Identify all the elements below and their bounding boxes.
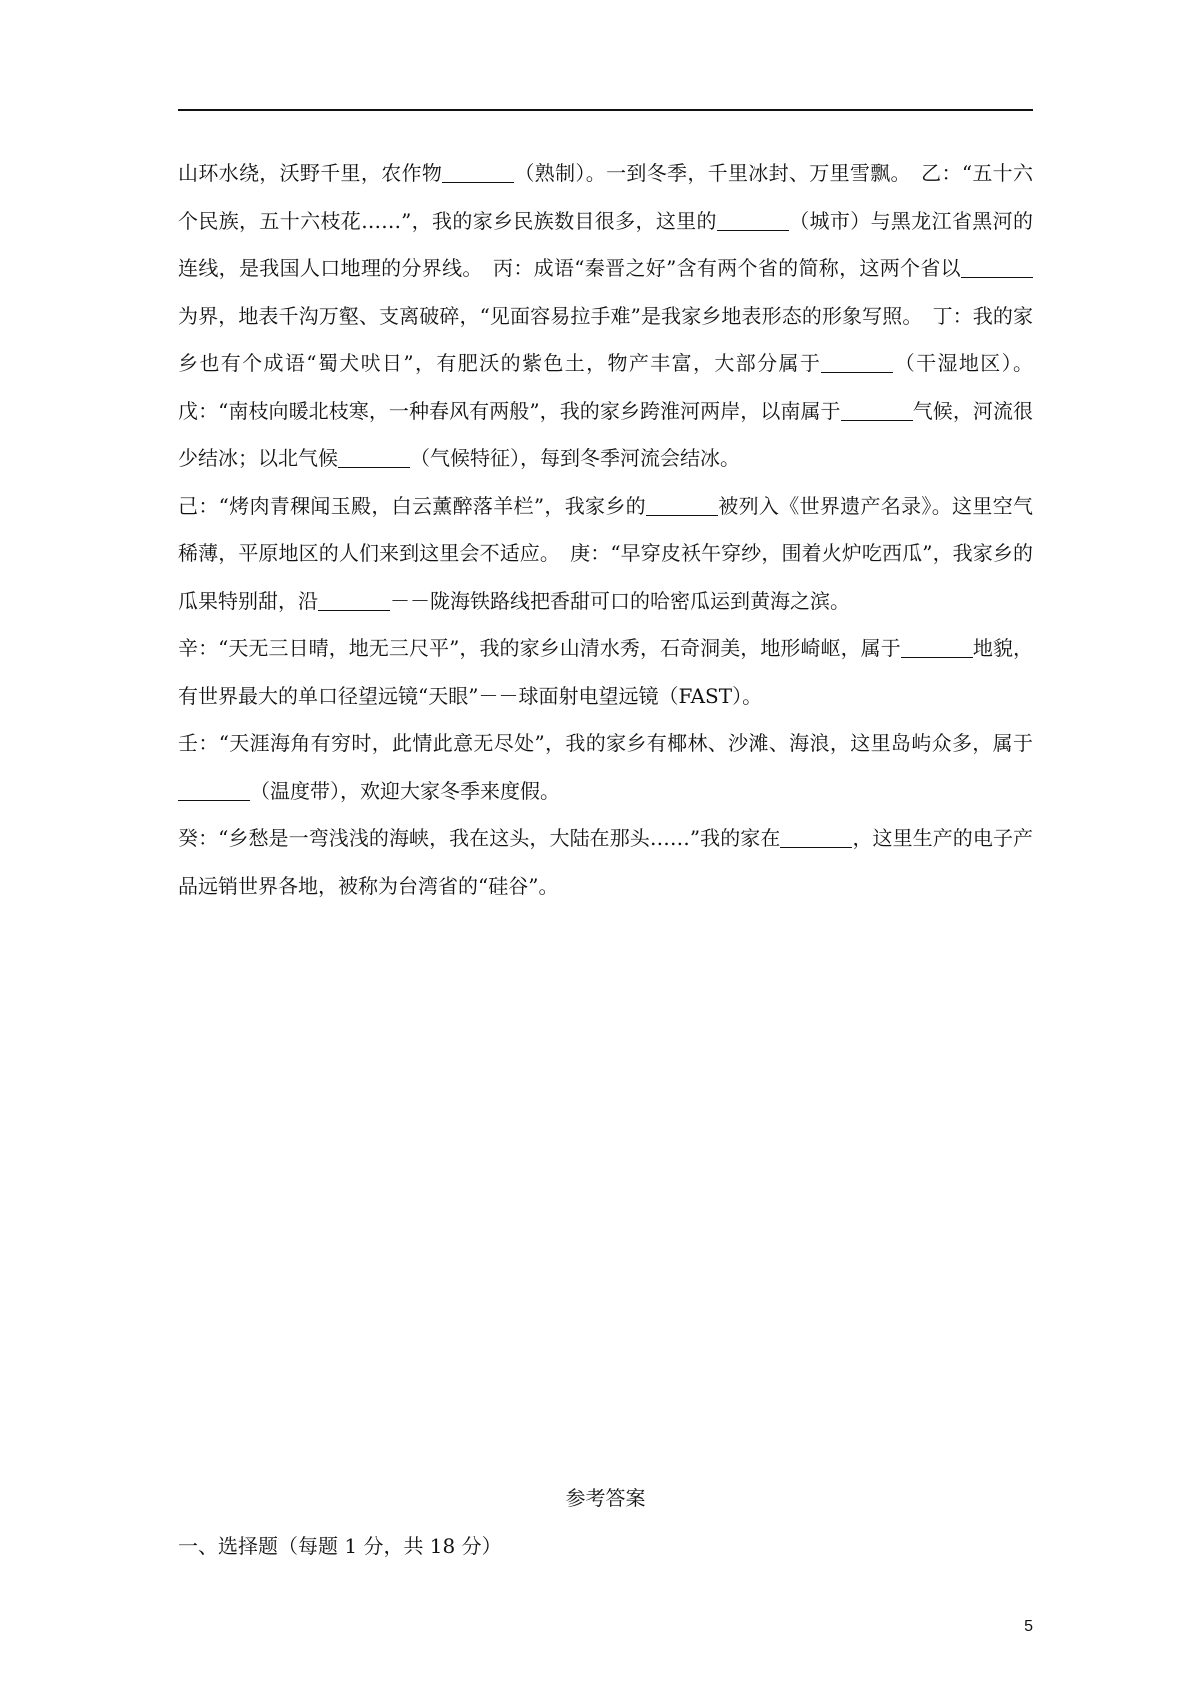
text-segment: （城市）与黑龙江省黑河的连线，是我国人口地理的分界线。 丙：成语“秦晋之好”含有两个省的简称，这两个省以: [178, 208, 1033, 280]
text-segment: （干湿地区）。 戊：“南枝向暖北枝寒，一种春风有两般”，我的家乡跨淮河两岸，以南属于: [178, 351, 1034, 423]
text-segment: 己：“烤肉青稞闻玉殿，白云薰醉落羊栏”，我家乡的: [178, 493, 646, 518]
text-segment: －－陇海铁路线把香甜可口的哈密瓜运到黄海之滨。: [390, 588, 850, 613]
header-rule: [178, 109, 1033, 111]
page-number: 5: [1024, 1618, 1033, 1635]
paragraph-gui: [178, 815, 1033, 910]
answer-blank: [338, 447, 410, 468]
answer-blank: [717, 210, 789, 231]
paragraph-ren: [178, 720, 1033, 815]
text-segment: 地貌，有世界最大的单口径望远镜“天眼”－－球面射电望远镜（FAST）。: [178, 636, 1034, 708]
answer-blank: [442, 162, 514, 183]
text-segment: 为界，地表千沟万壑、支离破碎，“见面容易拉手难”是我家乡地表形态的形象写照。 丁：我的家乡也有个成语“蜀犬吠日”，有肥沃的紫色土，物产丰富，大部分属于: [178, 303, 1033, 375]
section-heading: 一、选择题（每题 1 分，共 18 分）: [178, 1534, 502, 1558]
text-segment: 气候，河流很少结冰；以北气候: [178, 398, 1034, 470]
text-segment: 山环水绕，沃野千里，农作物: [178, 161, 443, 185]
answer-blank: [178, 780, 250, 801]
paragraph-ji-geng: [178, 483, 1033, 626]
answer-blank: [961, 257, 1033, 278]
answer-title: 参考答案: [565, 1486, 646, 1510]
answer-blank: [901, 637, 973, 658]
answer-blank: [821, 352, 893, 373]
text-segment: 壬：“天涯海角有穷时，此情此意无尽处”，我的家乡有椰林、沙滩、海浪，这里岛屿众多，属于: [178, 731, 1033, 755]
text-segment: 辛：“天无三日晴，地无三尺平”，我的家乡山清水秀，石奇洞美，地形崎岖，属于: [178, 636, 901, 660]
text-segment: 被列入《世界遗产名录》。这里空气稀薄，平原地区的人们来到这里会不适应。 庚：“早穿皮袄午穿纱，围着火炉吃西瓜”，我家乡的瓜果特别甜，沿: [178, 493, 1034, 613]
answer-blank: [646, 495, 718, 516]
text-segment: ，这里生产的电子产品远销世界各地，被称为台湾省的“硅谷”。: [178, 826, 1034, 898]
text-segment: （熟制）。一到冬季，千里冰封、万里雪飘。 乙：“五十六个民族，五十六枝花……”，我的家乡民族数目很多，这里的: [178, 161, 1033, 233]
text-segment: （气候特征），每到冬季河流会结冰。: [410, 446, 740, 470]
paragraph-jia-to-wu: [178, 150, 1033, 483]
question-text-block: [178, 150, 1033, 910]
answer-blank: [841, 400, 913, 421]
text-segment: 癸：“乡愁是一弯浅浅的海峡，我在这头，大陆在那头……”我的家在: [178, 826, 781, 850]
text-segment: （温度带），欢迎大家冬季来度假。: [250, 778, 560, 803]
answer-blank: [780, 827, 852, 848]
paragraph-xin: [178, 625, 1033, 720]
answer-blank: [318, 590, 390, 611]
